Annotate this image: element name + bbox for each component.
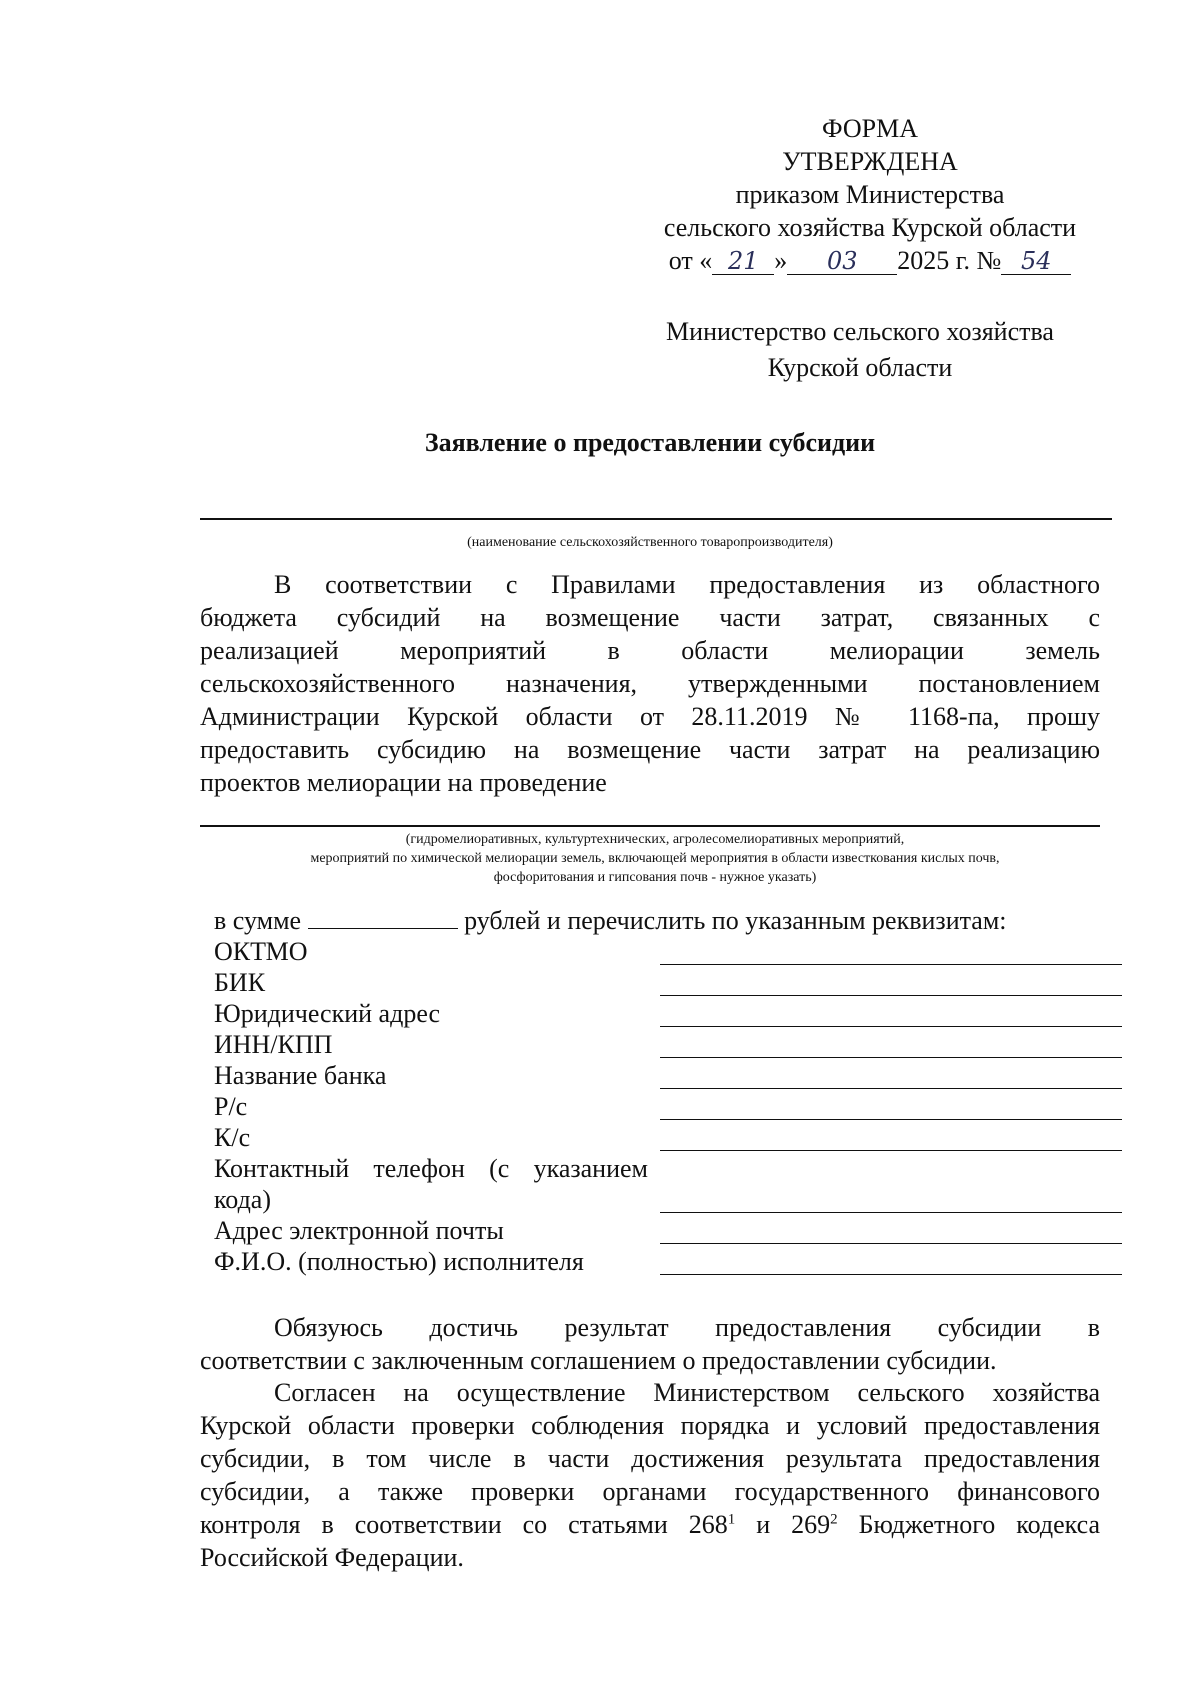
requisite-label-legal-address: Юридический адрес bbox=[214, 999, 441, 1028]
articles-text-a: контроля в соответствии со статьями 268 bbox=[200, 1510, 728, 1539]
producer-name-line bbox=[200, 518, 1112, 520]
date-day-handwritten: 21 bbox=[712, 248, 774, 275]
sum-amount-blank bbox=[308, 906, 458, 929]
paragraph-line: реализацией мероприятий в области мелиорации земель bbox=[200, 636, 1100, 665]
paragraph-request bbox=[200, 568, 1100, 799]
paragraph-line: Курской области проверки соблюдения порядка и условий предоставления bbox=[200, 1411, 1100, 1440]
requisite-label-executor: Ф.И.О. (полностью) исполнителя bbox=[214, 1247, 584, 1276]
sum-prefix: в сумме bbox=[214, 906, 302, 935]
activity-caption-line: (гидромелиоративных, культуртехнических, агролесомелиоративных мероприятий, bbox=[405, 832, 905, 847]
paragraph-obligation bbox=[200, 1311, 1100, 1377]
requisite-label-bik: БИК bbox=[214, 968, 266, 997]
paragraph-line: проектов мелиорации на проведение bbox=[200, 768, 607, 797]
requisite-label-phone: Контактный телефон (с указанием bbox=[214, 1154, 648, 1183]
ministry-label: сельского хозяйства Курской области bbox=[663, 213, 1077, 242]
activity-caption bbox=[200, 830, 1110, 887]
approval-block bbox=[640, 112, 1100, 277]
requisite-label-corr-account: К/с bbox=[214, 1123, 251, 1152]
paragraph-line: Администрации Курской области от 28.11.2019 № 1168-па, прошу bbox=[200, 702, 1100, 731]
requisite-line-corr-account bbox=[660, 1150, 1122, 1151]
producer-caption: (наименование сельскохозяйственного товаропроизводителя) bbox=[467, 535, 833, 550]
paragraph-line: предоставить субсидию на возмещение части затрат на реализацию bbox=[200, 735, 1100, 764]
paragraph-line: В соответствии с Правилами предоставления из областного bbox=[274, 570, 1100, 599]
requisite-line-account bbox=[660, 1119, 1122, 1120]
form-label: ФОРМА bbox=[822, 114, 918, 143]
requisite-label-bank-name: Название банка bbox=[214, 1061, 387, 1090]
paragraph-line: Российской Федерации. bbox=[200, 1543, 464, 1572]
requisite-line-executor bbox=[660, 1274, 1122, 1275]
requisite-line-legal-address bbox=[660, 1026, 1122, 1027]
requisite-label-email: Адрес электронной почты bbox=[214, 1216, 504, 1245]
paragraph-consent bbox=[200, 1376, 1100, 1574]
requisite-line-bik bbox=[660, 995, 1122, 996]
approved-label: УТВЕРЖДЕНА bbox=[782, 147, 958, 176]
date-mid: » bbox=[774, 246, 788, 275]
order-label: приказом Министерства bbox=[735, 180, 1005, 209]
activity-type-line bbox=[200, 825, 1100, 827]
order-date-line bbox=[640, 244, 1100, 277]
requisite-label-phone-cont: кода) bbox=[214, 1185, 271, 1214]
recipient-block bbox=[650, 314, 1070, 386]
paragraph-line: Согласен на осуществление Министерством сельского хозяйства bbox=[274, 1378, 1100, 1407]
recipient-line-1: Министерство сельского хозяйства bbox=[666, 317, 1054, 346]
document-title: Заявление о предоставлении субсидии bbox=[424, 428, 876, 457]
requisite-label-inn-kpp: ИНН/КПП bbox=[214, 1030, 333, 1059]
date-prefix: от « bbox=[668, 246, 713, 275]
paragraph-line: соответствии с заключенным соглашением о предоставлении субсидии. bbox=[200, 1346, 997, 1375]
articles-text-b: и 269 bbox=[735, 1510, 831, 1539]
requisite-line-phone bbox=[660, 1212, 1122, 1213]
requisite-label-account: Р/с bbox=[214, 1092, 248, 1121]
activity-caption-line: фосфоритования и гипсования почв - нужное указать) bbox=[493, 870, 817, 885]
requisite-line-email bbox=[660, 1243, 1122, 1244]
date-month-handwritten: 03 bbox=[787, 248, 897, 275]
recipient-line-2: Курской области bbox=[767, 353, 953, 382]
article-superscript-1: 1 bbox=[727, 1511, 736, 1528]
paragraph-line: субсидии, в том числе в части достижения результата предоставления bbox=[200, 1444, 1100, 1473]
article-superscript-2: 2 bbox=[830, 1511, 838, 1528]
paragraph-line: Обязуюсь достичь результат предоставления субсидии в bbox=[274, 1313, 1100, 1342]
order-number-handwritten: 54 bbox=[1001, 248, 1071, 275]
articles-text-c: Бюджетного кодекса bbox=[837, 1510, 1100, 1539]
requisite-label-oktmo: ОКТМО bbox=[214, 937, 308, 966]
paragraph-line: субсидии, а также проверки органами государственного финансового bbox=[200, 1477, 1100, 1506]
sum-line bbox=[214, 904, 1084, 937]
paragraph-line: сельскохозяйственного назначения, утвержденными постановлением bbox=[200, 669, 1100, 698]
requisite-line-oktmo bbox=[660, 964, 1122, 965]
paragraph-line: бюджета субсидий на возмещение части затрат, связанных с bbox=[200, 603, 1100, 632]
activity-caption-line: мероприятий по химической мелиорации земель, включающей мероприятия в области известкования кислых почв, bbox=[310, 851, 1000, 866]
requisite-line-inn-kpp bbox=[660, 1057, 1122, 1058]
requisite-line-bank-name bbox=[660, 1088, 1122, 1089]
paragraph-line-articles bbox=[200, 1508, 1100, 1541]
date-year: 2025 г. № bbox=[897, 246, 1002, 275]
sum-suffix: рублей и перечислить по указанным реквизитам: bbox=[464, 906, 1007, 935]
